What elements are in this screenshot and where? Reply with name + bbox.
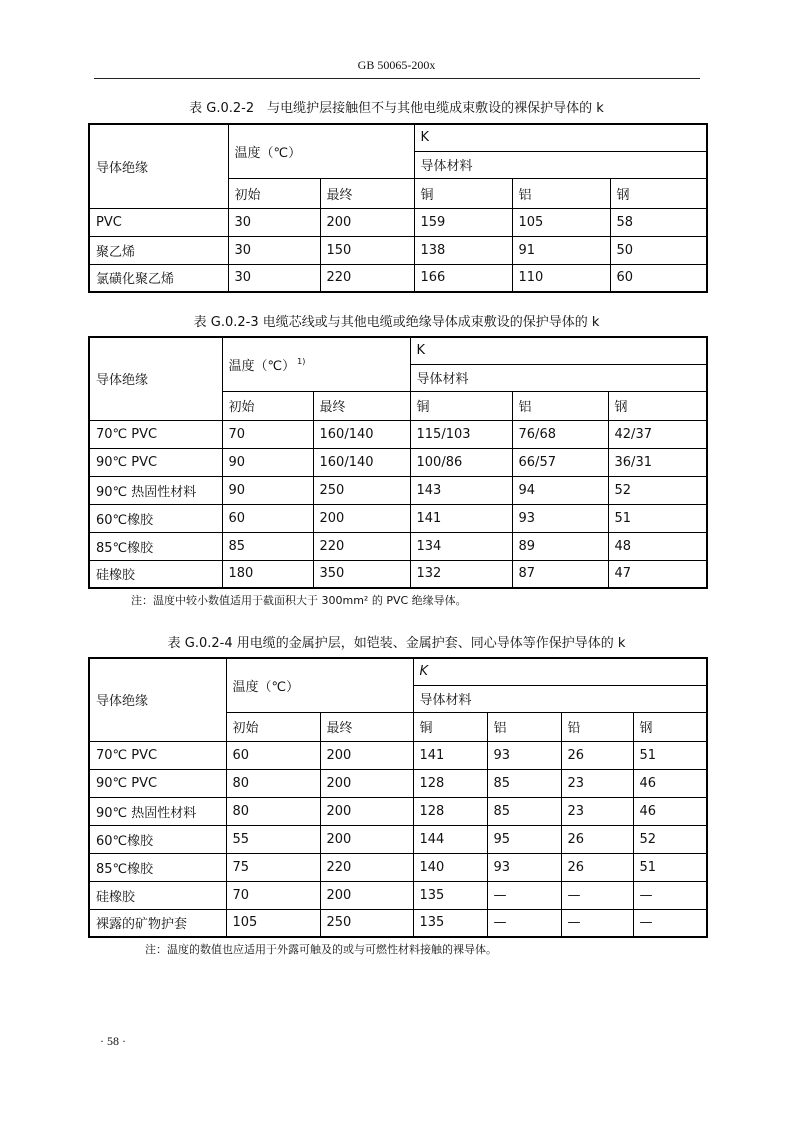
table-cell: 135 [413,881,487,909]
table-cell: 200 [320,797,413,825]
header-final: 最终 [320,712,413,741]
table-cell: 52 [633,825,707,853]
header-material: 导体材料 [410,364,707,391]
table-cell: 93 [512,504,608,532]
header-insulation: 导体绝缘 [89,337,222,420]
page-number: · 58 · [100,1034,126,1048]
table-cell: 105 [226,909,320,937]
table-cell: 30 [228,236,320,264]
table-cell: 93 [487,741,561,769]
data-table [88,657,708,938]
table-cell: 90℃ 热固性材料 [89,476,222,504]
header-aluminium: 铝 [487,712,561,741]
table-cell: 42/37 [608,420,707,448]
table-cell: 85℃橡胶 [89,532,222,560]
table-cell: PVC [89,208,228,236]
table-cell: 200 [320,741,413,769]
table-cell: 160/140 [313,420,410,448]
table-cell: 60 [610,264,707,292]
header-k: K [414,124,707,151]
header-aluminium: 铝 [512,178,610,208]
table-cell: — [633,909,707,937]
table-cell: 80 [226,769,320,797]
table-cell: 46 [633,769,707,797]
table-row [89,769,707,797]
header-lead: 铅 [561,712,633,741]
table-cell: 30 [228,264,320,292]
table-cell: 134 [410,532,512,560]
table-cell: 132 [410,560,512,588]
table-cell: 250 [320,909,413,937]
table-cell: 110 [512,264,610,292]
table-cell: 140 [413,853,487,881]
table-cell: 23 [561,769,633,797]
header-temperature: 温度（℃） [228,124,414,178]
table-cell: 30 [228,208,320,236]
table-cell: 85 [487,797,561,825]
table-cell: 135 [413,909,487,937]
table-cell: 115/103 [410,420,512,448]
table-cell: 200 [320,208,414,236]
table-cell: 51 [633,853,707,881]
table-row [89,532,707,560]
table-cell: 85 [487,769,561,797]
table-cell: 350 [313,560,410,588]
table-cell: 48 [608,532,707,560]
table-cell: 26 [561,825,633,853]
header-insulation: 导体绝缘 [89,124,228,208]
table-cell: 47 [608,560,707,588]
table-cell: 70℃ PVC [89,420,222,448]
table-cell: 76/68 [512,420,608,448]
table-cell: 91 [512,236,610,264]
data-table [88,336,708,589]
table-row [89,264,707,292]
table-cell: 90℃ 热固性材料 [89,797,226,825]
table-cell: 180 [222,560,313,588]
table-cell: 硅橡胶 [89,881,226,909]
table-row [89,881,707,909]
table-cell: 128 [413,769,487,797]
table-cell: 100/86 [410,448,512,476]
table-cell: — [487,881,561,909]
table-cell: 50 [610,236,707,264]
table-cell: 90 [222,476,313,504]
header-copper: 铜 [413,712,487,741]
header-k: K [410,337,707,364]
header-steel: 钢 [633,712,707,741]
table-cell: 60℃橡胶 [89,825,226,853]
table-cell: 159 [414,208,512,236]
header-copper: 铜 [414,178,512,208]
table-cell: 87 [512,560,608,588]
table-row [89,208,707,236]
table-cell: 23 [561,797,633,825]
table-cell: 144 [413,825,487,853]
table-caption: 表 G.0.2-4 用电缆的金属护层，如铠装、金属护套、同心导体等作保护导体的 k [167,636,626,651]
table-cell: 220 [320,264,414,292]
table-cell: 58 [610,208,707,236]
header-k: K [413,658,707,685]
table-cell: 89 [512,532,608,560]
table-row [89,236,707,264]
header-final: 最终 [320,178,414,208]
table-cell: 220 [320,853,413,881]
table-row [89,825,707,853]
table-cell: 250 [313,476,410,504]
table-cell: 166 [414,264,512,292]
table-cell: 聚乙烯 [89,236,228,264]
table-cell: 26 [561,741,633,769]
table-cell: 90 [222,448,313,476]
table-cell: 60 [222,504,313,532]
table-cell: 46 [633,797,707,825]
header-initial: 初始 [226,712,320,741]
table-row [89,853,707,881]
table-cell: 51 [633,741,707,769]
table-cell: 52 [608,476,707,504]
table-cell: 75 [226,853,320,881]
table-cell: 200 [320,881,413,909]
table-caption: 表 G.0.2-2 与电缆护层接触但不与其他电缆成束敷设的裸保护导体的 k [189,101,604,116]
header-initial: 初始 [228,178,320,208]
table-cell: 200 [313,504,410,532]
table-row [89,448,707,476]
table-row [89,420,707,448]
table-cell: 55 [226,825,320,853]
table-cell: 66/57 [512,448,608,476]
table-note: 注：温度中较小数值适用于截面积大于 300mm² 的 PVC 绝缘导体。 [131,594,467,607]
table-cell: 80 [226,797,320,825]
document-code: GB 50065-200x [357,58,436,72]
table-cell: — [487,909,561,937]
table-cell: 150 [320,236,414,264]
table-cell: — [561,909,633,937]
header-temperature: 温度（℃） [226,658,413,712]
table-cell: 93 [487,853,561,881]
table-note: 注：温度的数值也应适用于外露可触及的或与可燃性材料接触的裸导体。 [145,943,497,956]
table-cell: 141 [413,741,487,769]
table-cell: 70℃ PVC [89,741,226,769]
table-cell: 143 [410,476,512,504]
header-insulation: 导体绝缘 [89,658,226,741]
table-cell: 94 [512,476,608,504]
table-cell: — [561,881,633,909]
table-caption: 表 G.0.2-3 电缆芯线或与其他电缆或绝缘导体成束敷设的保护导体的 k [193,315,600,330]
table-row [89,741,707,769]
header-initial: 初始 [222,391,313,420]
header-rule [94,78,700,79]
table-cell: 60℃橡胶 [89,504,222,532]
table-row [89,909,707,937]
table-cell: 128 [413,797,487,825]
header-material: 导体材料 [413,685,707,712]
table-cell: 36/31 [608,448,707,476]
data-table [88,123,708,293]
header-copper: 铜 [410,391,512,420]
header-final: 最终 [313,391,410,420]
table-cell: 85 [222,532,313,560]
table-cell: 70 [226,881,320,909]
table-cell: 200 [320,769,413,797]
table-cell: 裸露的矿物护套 [89,909,226,937]
table-cell: 氯磺化聚乙烯 [89,264,228,292]
table-cell: 26 [561,853,633,881]
table-cell: 220 [313,532,410,560]
header-material: 导体材料 [414,151,707,178]
table-cell: 200 [320,825,413,853]
table-cell: 160/140 [313,448,410,476]
table-row [89,560,707,588]
table-cell: 90℃ PVC [89,448,222,476]
table-cell: 105 [512,208,610,236]
header-steel: 钢 [608,391,707,420]
header-temperature: 温度（℃） $^{1)}$ [222,337,410,391]
table-row [89,504,707,532]
table-cell: 51 [608,504,707,532]
table-cell: 95 [487,825,561,853]
header-aluminium: 铝 [512,391,608,420]
table-cell: — [633,881,707,909]
table-cell: 60 [226,741,320,769]
table-cell: 138 [414,236,512,264]
table-cell: 141 [410,504,512,532]
table-cell: 85℃橡胶 [89,853,226,881]
table-cell: 硅橡胶 [89,560,222,588]
table-cell: 90℃ PVC [89,769,226,797]
header-steel: 钢 [610,178,707,208]
table-cell: 70 [222,420,313,448]
table-row [89,476,707,504]
table-row [89,797,707,825]
